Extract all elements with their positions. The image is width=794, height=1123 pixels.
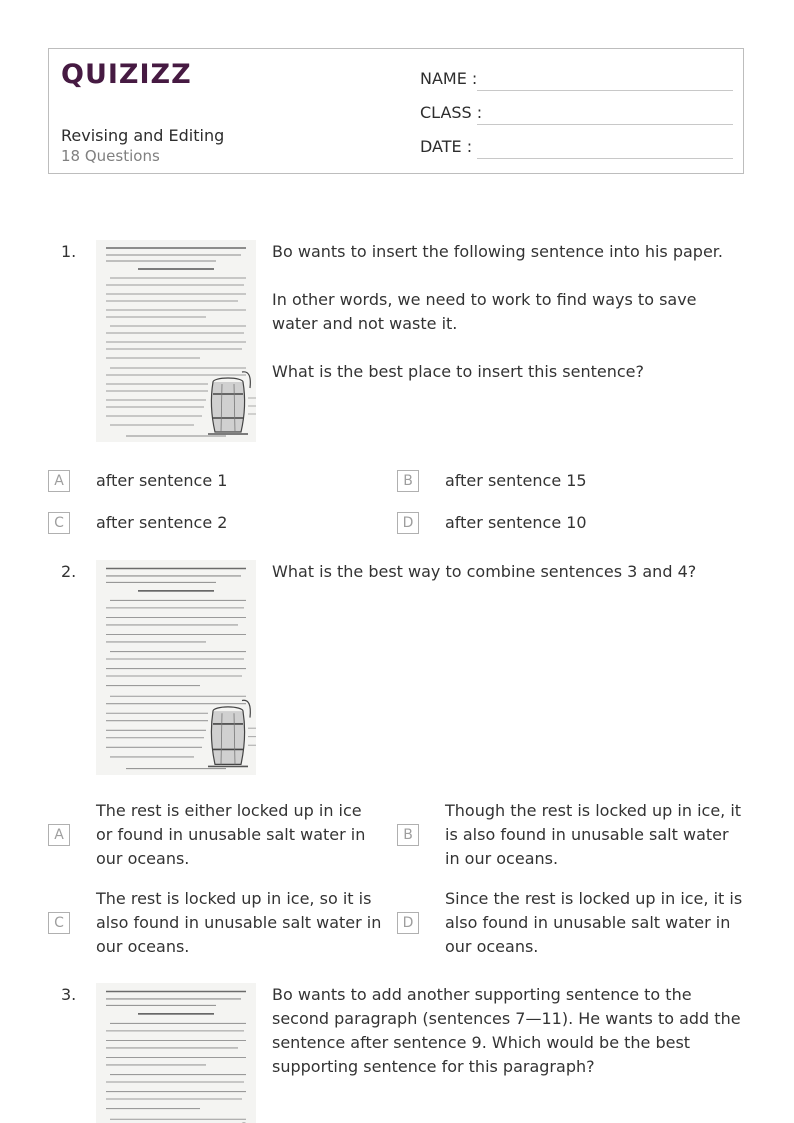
option-d-text[interactable]: after sentence 10 — [445, 513, 587, 532]
option-d-box[interactable]: D — [397, 912, 419, 934]
question-paragraph: Bo wants to insert the following sentence into his paper. — [272, 242, 723, 261]
question-text — [272, 560, 746, 584]
option-b-box[interactable]: B — [397, 470, 419, 492]
question-count: 18 Questions — [61, 147, 160, 165]
question-paragraph: In other words, we need to work to find ways to save water and not waste it. — [272, 290, 697, 333]
option-d-box[interactable]: D — [397, 512, 419, 534]
question-text — [272, 983, 746, 1079]
question-paragraph: What is the best place to insert this sentence? — [272, 362, 645, 381]
question-number: 2. — [61, 562, 77, 581]
question-text — [272, 240, 746, 384]
worksheet-image — [96, 240, 256, 442]
option-a-box[interactable]: A — [48, 824, 70, 846]
option-a-text[interactable]: The rest is either locked up in ice or found in unusable salt water in our oceans. — [96, 801, 366, 868]
date-line[interactable] — [477, 158, 733, 159]
worksheet-image — [96, 983, 256, 1123]
option-c-text[interactable]: The rest is locked up in ice, so it is also found in unusable salt water in our oceans. — [96, 889, 382, 956]
worksheet-title: Revising and Editing — [61, 126, 225, 145]
question-paragraph: What is the best way to combine sentences 3 and 4? — [272, 562, 697, 581]
question-paragraph: Bo wants to add another supporting sentence to the second paragraph (sentences 7—11). He wants to add the sentence after sentence 9. Which would be the best supporting sentence for this paragraph? — [272, 985, 741, 1076]
option-c-box[interactable]: C — [48, 912, 70, 934]
class-label: CLASS : — [420, 103, 483, 122]
option-c-box[interactable]: C — [48, 512, 70, 534]
name-field[interactable] — [420, 67, 733, 91]
option-a-text[interactable]: after sentence 1 — [96, 471, 228, 490]
quizizz-logo: QUIZIZZ — [61, 59, 192, 90]
worksheet-image — [96, 560, 256, 775]
question-number: 1. — [61, 242, 77, 261]
date-label: DATE : — [420, 137, 473, 156]
name-line[interactable] — [477, 90, 733, 91]
class-line[interactable] — [477, 124, 733, 125]
question-number: 3. — [61, 985, 77, 1004]
date-field[interactable] — [420, 135, 733, 159]
option-d-text[interactable]: Since the rest is locked up in ice, it is also found in unusable salt water in our oceans. — [445, 889, 743, 956]
class-field[interactable] — [420, 101, 733, 125]
worksheet-header — [48, 48, 744, 174]
name-label: NAME : — [420, 69, 478, 88]
option-b-box[interactable]: B — [397, 824, 419, 846]
option-c-text[interactable]: after sentence 2 — [96, 513, 228, 532]
option-b-text[interactable]: Though the rest is locked up in ice, it is also found in unusable salt water in our oceans. — [445, 801, 742, 868]
option-a-box[interactable]: A — [48, 470, 70, 492]
option-b-text[interactable]: after sentence 15 — [445, 471, 587, 490]
